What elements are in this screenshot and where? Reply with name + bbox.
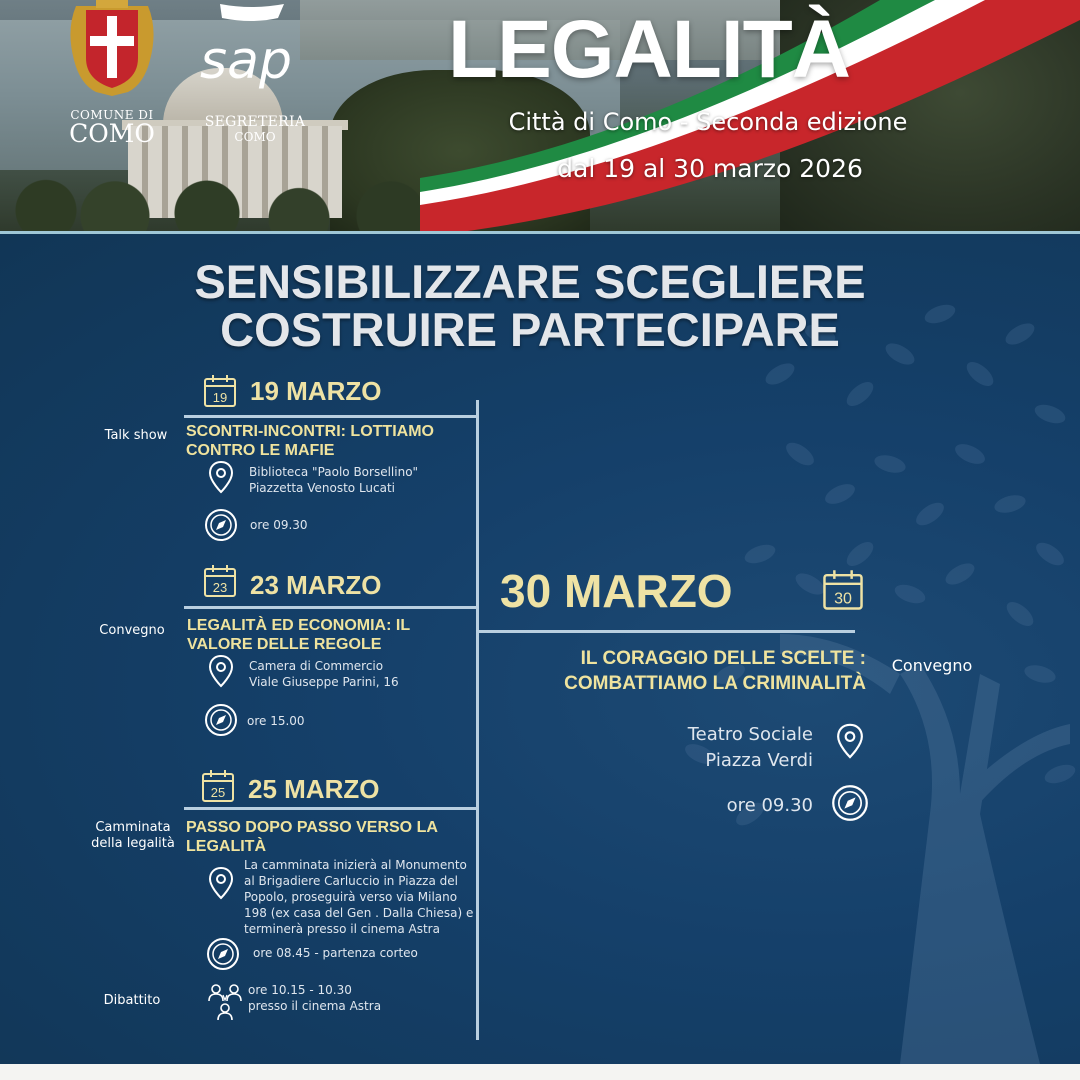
event-title-23-line1: LEGALITÀ ED ECONOMIA: IL: [187, 617, 411, 634]
map-pin-icon: [208, 866, 234, 902]
event-place-25-line5: terminerà presso il cinema Astra: [244, 922, 440, 936]
date-30: 30 MARZO: [500, 565, 733, 617]
event-place-19: [249, 464, 469, 496]
program-section: [0, 234, 1080, 1064]
calendar-icon: [203, 374, 237, 408]
event-title-30-line1: IL CORAGGIO DELLE SCELTE :: [580, 648, 866, 669]
event-subtitle: Città di Como - Seconda edizione: [508, 108, 908, 136]
event-type-25-line1: Camminata: [95, 820, 171, 835]
event-time-23: ore 15.00: [247, 714, 305, 728]
event-type-debate: Dibattito: [103, 993, 161, 1008]
calendar-icon: [201, 769, 235, 803]
date-25: 25 MARZO: [248, 774, 380, 804]
map-pin-icon: [208, 460, 234, 496]
event-place-23-line1: Camera di Commercio: [249, 659, 384, 673]
event-place-25-line4: 198 (ex casa del Gen . Dalla Chiesa) e: [244, 906, 474, 920]
event-title-30: [484, 646, 866, 696]
people-icon: [207, 983, 243, 1021]
event-place-30: [640, 722, 813, 774]
event-place-23: [249, 658, 469, 690]
event-title-23: [187, 616, 477, 654]
comune-line1: COMUNE DI: [70, 108, 154, 122]
event-title-30-line2: COMBATTIAMO LA CRIMINALITÀ: [564, 673, 866, 694]
sap-logo: [192, 0, 322, 90]
slogan: [130, 255, 930, 356]
divider-23: [184, 606, 479, 609]
event-title-19-line1: SCONTRI-INCONTRI: LOTTIAMO: [186, 423, 434, 440]
event-type-19: Talk show: [104, 428, 168, 443]
event-place-25: [244, 857, 476, 937]
event-type-30: Convegno: [891, 656, 973, 675]
slogan-line1: SENSIBILIZZARE SCEGLIERE: [194, 255, 866, 308]
map-pin-icon: [836, 722, 864, 762]
compass-icon: [206, 937, 240, 971]
header-photo: [0, 0, 1080, 232]
comune-como-crest: [66, 0, 158, 96]
event-place-25-line3: Popolo, proseguirà verso via Milano: [244, 890, 458, 904]
date-19: 19 MARZO: [250, 376, 382, 406]
event-title-25-line2: LEGALITÀ: [186, 838, 266, 855]
calendar-icon: [822, 568, 864, 612]
comune-label: [52, 108, 172, 146]
event-place-25-line1: La camminata inizierà al Monumento: [244, 858, 467, 872]
slogan-line2: COSTRUIRE PARTECIPARE: [220, 303, 840, 356]
sap-line1: SEGRETERIA: [204, 114, 306, 130]
event-type-25-line2: della legalità: [91, 836, 175, 851]
calendar-day: 19: [212, 390, 228, 405]
event-time-30: ore 09.30: [726, 795, 813, 816]
event-dates: dal 19 al 30 marzo 2026: [557, 154, 863, 183]
event-title-19: [186, 422, 476, 460]
event-type-23: Convegno: [99, 623, 165, 638]
timeline-vertical-line: [476, 400, 479, 1040]
event-title-25-line1: PASSO DOPO PASSO VERSO LA: [186, 819, 438, 836]
map-pin-icon: [208, 654, 234, 690]
divider-30: [479, 630, 855, 633]
date-23: 23 MARZO: [250, 570, 382, 600]
sap-line2: COMO: [234, 130, 276, 144]
calendar-day: 30: [834, 589, 852, 608]
event-time-25: ore 08.45 - partenza corteo: [253, 946, 418, 960]
comune-line2: COMO: [69, 119, 155, 148]
event-debate-time: ore 10.15 - 10.30: [248, 983, 352, 997]
event-type-25: [90, 820, 176, 852]
event-place-23-line2: Viale Giuseppe Parini, 16: [249, 675, 399, 689]
bottom-strip: [0, 1064, 1080, 1080]
event-title-19-line2: CONTRO LE MAFIE: [186, 442, 335, 459]
calendar-day: 23: [212, 580, 228, 595]
event-title: LEGALITÀ: [448, 4, 850, 95]
compass-icon: [831, 784, 869, 822]
event-place-19-line1: Biblioteca "Paolo Borsellino": [249, 465, 419, 479]
sap-label: [188, 114, 322, 144]
event-debate-place: presso il cinema Astra: [248, 999, 382, 1013]
event-title-23-line2: VALORE DELLE REGOLE: [187, 636, 382, 653]
event-place-19-line2: Piazzetta Venosto Lucati: [249, 481, 396, 495]
event-place-25-line2: al Brigadiere Carluccio in Piazza del: [244, 874, 458, 888]
event-time-19: ore 09.30: [250, 518, 308, 532]
event-debate: [248, 982, 468, 1014]
divider-19: [184, 415, 479, 418]
compass-icon: [204, 508, 238, 542]
event-place-30-line2: Piazza Verdi: [705, 750, 813, 771]
calendar-icon: [203, 564, 237, 598]
event-place-30-line1: Teatro Sociale: [687, 724, 813, 745]
sap-mark: sap: [200, 31, 292, 90]
calendar-day: 25: [210, 785, 226, 800]
event-title-25: [186, 818, 476, 856]
compass-icon: [204, 703, 238, 737]
divider-25: [184, 807, 479, 810]
